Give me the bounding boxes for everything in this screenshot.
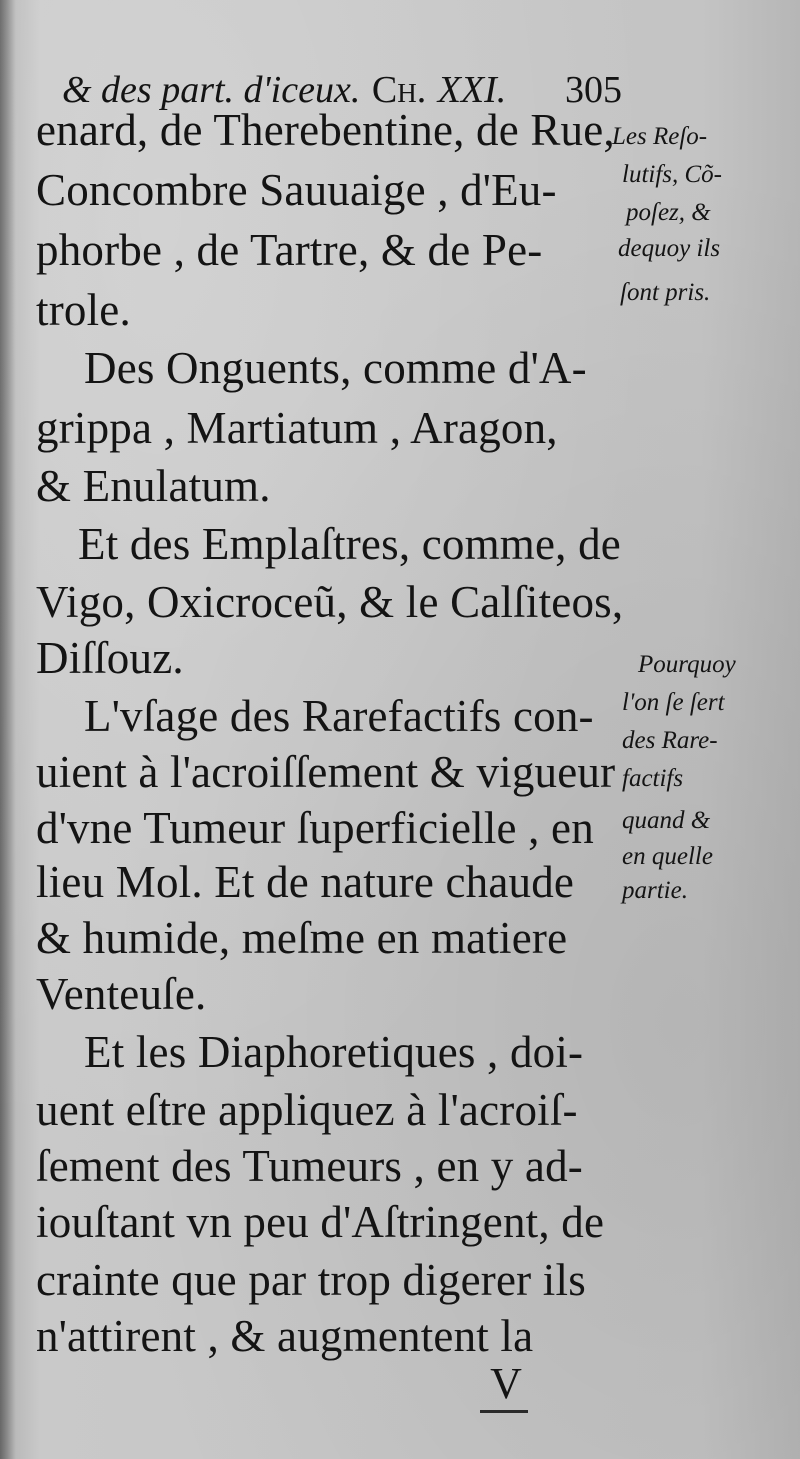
running-head-title: & des part. d'iceux.	[62, 69, 361, 111]
text-line: Diſſouz.	[36, 633, 184, 683]
margin-note-line: quand &	[622, 807, 711, 834]
text-line: Venteuſe.	[36, 969, 207, 1019]
margin-note-line: Les Reſo-	[612, 123, 708, 150]
text-line: Vigo, Oxicroceũ, & le Calſiteos,	[36, 577, 624, 627]
chapter-label: Ch.	[371, 69, 427, 111]
text-line: iouſtant vn peu d'Aſtringent, de	[36, 1197, 605, 1247]
margin-note-line: lutifs, Cõ-	[622, 161, 723, 188]
text-line: Et des Emplaſtres, comme, de	[78, 519, 621, 569]
margin-note-line: Pourquoy	[638, 651, 736, 678]
text-line: & Enulatum.	[36, 461, 271, 511]
margin-note-line: partie.	[622, 877, 688, 904]
text-line: uient à l'acroiſſement & vigueur	[36, 747, 616, 797]
text-line: uent eſtre appliquez à l'acroiſ-	[36, 1085, 578, 1135]
text-line: lieu Mol. Et de nature chaude	[36, 857, 575, 907]
text-line: Et les Diaphoretiques , doi-	[84, 1027, 584, 1077]
text-line: grippa , Martiatum , Aragon,	[36, 403, 558, 453]
text-line: Des Onguents, comme d'A-	[84, 343, 587, 393]
margin-note-line: dequoy ils	[618, 235, 721, 262]
text-line: & humide, meſme en matiere	[36, 913, 568, 963]
text-line: trole.	[36, 285, 131, 335]
margin-note-line: l'on ſe ſert	[622, 689, 725, 716]
text-line: enard, de Therebentine, de Rue,	[36, 105, 615, 155]
margin-note-line: des Rare-	[622, 727, 718, 754]
margin-note-line: en quelle	[622, 843, 713, 870]
page-number: 305	[565, 69, 622, 111]
text-line: phorbe , de Tartre, & de Pe-	[36, 225, 543, 275]
gutter-shadow	[0, 0, 16, 1459]
signature-mark: V	[490, 1359, 522, 1408]
signature-rule	[480, 1410, 528, 1413]
text-line: ſement des Tumeurs , en y ad-	[36, 1141, 583, 1191]
margin-note-line: poſez, &	[626, 199, 711, 226]
margin-note-line: factifs	[622, 765, 684, 792]
text-line: d'vne Tumeur ſuperficielle , en	[36, 803, 594, 853]
chapter-number: XXI.	[437, 69, 507, 111]
text-line: Concombre Sauuaige , d'Eu-	[36, 165, 557, 215]
text-line: L'vſage des Rarefactifs con-	[84, 691, 594, 741]
text-line: n'attirent , & augmentent la	[36, 1311, 534, 1361]
margin-note-line: ſont pris.	[620, 279, 711, 306]
text-line: crainte que par trop digerer ils	[36, 1255, 586, 1305]
